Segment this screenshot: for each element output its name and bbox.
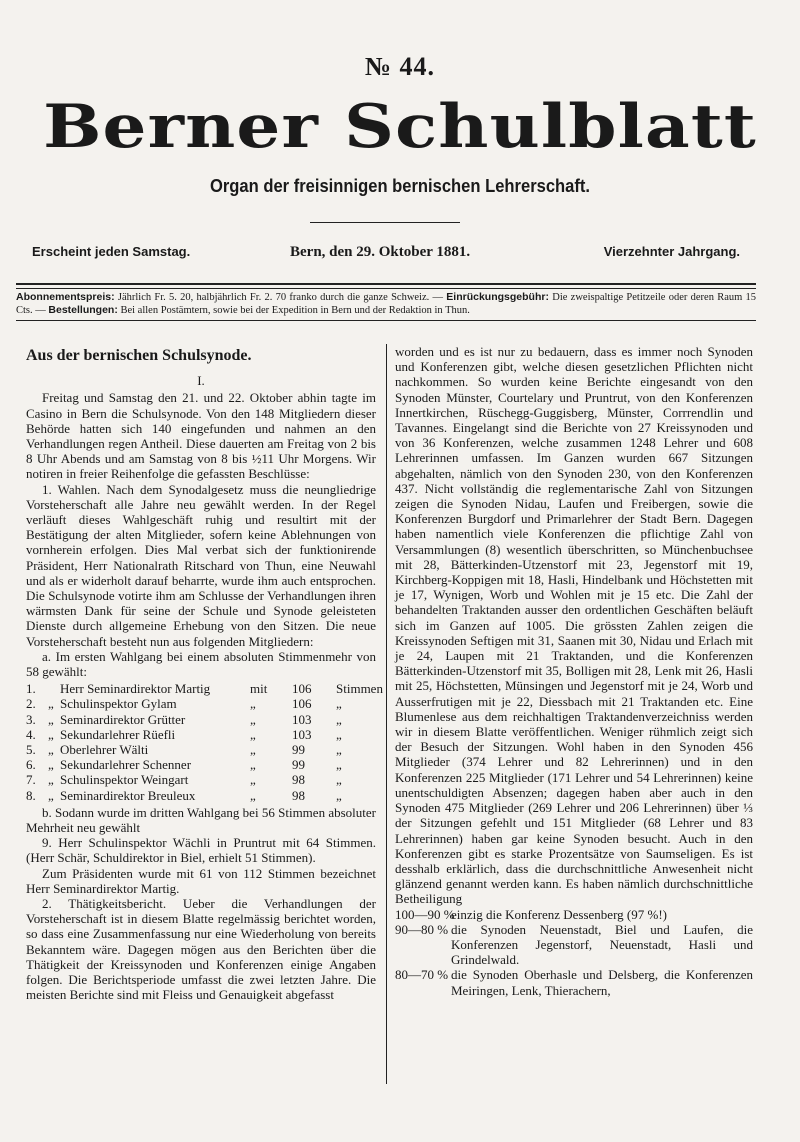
paragraph-activity-report: 2. Thätigkeitsbericht. Ueber die Verhandlungen der Vorsteherschaft ist in diesem Blatte regelmässig berichtet worden, so dass eine Zusammenfassung nur eine Wiederholung von bereits Bekanntem wäre. Dagegen mögen aus den Berichten über die Thätigkeit der Kreissynoden und Konferenzen einige Angaben folgen. Die Berichtsperiode umfasst die zwei letzten Jahre. Die meisten Berichte sind mit Fleiss und Genauigkeit abgefasst [26,895,376,1003]
header-rule-thin [16,288,756,289]
section-number: I. [197,373,205,389]
participation-row: 80—70 % die Synoden Oberhasle und Delsberg, die Konferenzen Meiringen, Lenk, Thierachern, [395,967,753,998]
order-label: Bestellungen: [48,304,118,316]
participation-row: 100—90 % einzig die Konferenz Dessenberg (97 %!) [395,906,667,922]
member-list [26,681,383,803]
short-divider [310,222,460,223]
price-text: Jährlich Fr. 5. 20, halbjährlich Fr. 2. 70 franko durch die ganze Schweiz. — [117,292,444,303]
paragraph-third-ballot: b. Sodann wurde im dritten Wahlgang bei 56 Stimmen absoluter Mehrheit neu gewählt [26,804,376,835]
insert-text: Die zweispaltige Petitzeile oder deren Raum 15 Cts. — [16,292,757,316]
member-row: 5. „ Oberlehrer Wälti „ 99 „ [26,742,342,758]
subscription-info [16,291,756,317]
place-date: Bern, den 29. Oktober 1881. [290,244,471,260]
member-row: 3. „ Seminardirektor Grütter „ 103 „ [26,711,342,727]
paragraph-reports: worden und es ist nur zu bedauern, dass es immer noch Synoden und Konferenzen gibt, welche diesen gesetzlichen Pflichten nicht nachkommen. So wurden keine Berichte eingesandt von den Synoden Münster, Courtelary und Pruntrut, von den Konferenzen Innertkirchen, Rüschegg-Guggisberg, Münster, Corrrendlin und Tavannes. Eingelangt sind die Berichte von 27 Kreissynoden und von 36 Konferenzen, welche zusammen 1248 Lehrer und 608 Lehrerinnen umfassen. Im Ganzen wurden 667 Sitzungen abgehalten, nämlich von den Synoden 230, von den Konferenzen 437. Nicht vollständig die reglementarische Zahl von Sitzungen zeigen die Synoden Nidau, Laufen und Freibergen, sowie die Konferenzen Burgdorf und Primarlehrer der Stadt Bern. Dagegen haben namentlich viele Konferenzen die pflichtige Zahl von Versammlungen (8) wesentlich überschritten, so Münchenbuchsee mit 28, Bätterkinden-Utzenstorf mit 23, Jegenstorf mit 19, Kirchberg-Koppigen mit 18, Hasli, Hindelbank und Höchstetten mit je 17, Wynigen, Worb und Wohlen mit je 15 etc. Die Zahl der behandelten Traktanden ausser den ordentlichen Geschäften beläuft sich im Ganzen auf 1005. Die grössten Zahlen zeigen die Kreissynoden Seftigen mit 31, Saanen mit 30, Nidau und Erlach mit je 24, Laupen mit 21 Traktanden, und die Konferenzen Bätterkinden-Utzenstorf mit 35, Bolligen mit 28, Lenk mit 26, Hasli mit 25, Höchstetten, Münsingen und Jegenstorf mit je 24, Worb und Ausserfrutigen mit je 22, Diessbach mit 21 Traktanden etc. Eine Blumenlese aus dem reichhaltigen Traktandenverzeichniss werden wir in diesem Blatte veröffentlichen. Weniger rühmlich zeigt sich der Besuch der Sitzungen. Wohl haben in den Synoden 456 Mitglieder (374 Lehrer und 82 Lehrerinnen) und in den Konferenzen 225 Mitglieder (171 Lehrer und 54 Lehrerinnen) keine unentschuldigten Absenzen; dagegen haben aber auch in den Synoden 475 Mitglieder (269 Lehrer und 206 Lehrerinnen) über ⅓ der Sitzungen gefehlt und 151 Mitglieder (68 Lehrer und 83 Lehrerinnen) haben gar keine Synoden besucht. Auch in den Konferenzen gibt es starke Prozentsätze von Saumseligen. Es ist desshalb erklärlich, dass die durchschnittliche Anwesenheit nicht glänzend genannt werden kann. Es haben nämlich durchschnittliche Betheiligung [395,344,753,907]
member-row: 4. „ Sekundarlehrer Rüefli „ 103 „ [26,726,342,742]
appears-note: Erscheint jeden Samstag. [32,244,191,259]
column-divider [386,344,387,1084]
paragraph-ninth-member: 9. Herr Schulinspektor Wächli in Pruntrut mit 64 Stimmen. (Herr Schär, Schuldirektor in Biel, erhielt 51 Stimmen). [26,835,376,866]
left-column [26,344,383,1003]
masthead-title: Berner Schulblatt [43,92,757,162]
paragraph-elections: 1. Wahlen. Nach dem Synodalgesetz muss die neungliedrige Vorsteherschaft alle Jahre neu gewählt werden. In der Regel verläuft dieses Wahlgeschäft ruhig und resultirt mit der Bestätigung der alten Mitglieder, sofern keine Ablehnungen von vornherein erfolgen. Dies Mal verbat sich der funktionirende Präsident, Herr Nationalrath Ritschard von Thun, eine Neuwahl und als er widerholt darauf beharrte, wurde ihm auch entsprochen. Die Schulsynode votirte ihm am Schlusse der Verhandlungen ihren wärmsten Dank für seine der Schule und Synode geleisteten Dienste durch allgemeine Erhebung von den Sitzen. Die neue Vorsteherschaft besteht nun aus folgenden Mitgliedern: [26,481,376,649]
volume-note: Vierzehnter Jahrgang. [603,244,740,259]
member-row: 1. Herr Seminardirektor Martig mit 106 Stimmen [26,681,383,697]
article-headline: Aus der bernischen Schulsynode. [26,347,252,364]
subscription-rule [16,320,756,321]
issue-number: № 44. [364,52,436,81]
participation-row: 90—80 % die Synoden Neuenstadt, Biel und Laufen, die Konferenzen Jegenstorf, Neuenstadt, Hasli und Grindelwald. [395,921,753,968]
price-label: Abonnementspreis: [16,291,115,303]
member-row: 2. „ Schulinspektor Gylam „ 106 „ [26,696,342,712]
member-row: 6. „ Sekundarlehrer Schenner „ 99 „ [26,757,342,773]
paragraph-first-ballot: a. Im ersten Wahlgang bei einem absoluten Stimmenmehr von 58 gewählt: [26,648,376,680]
member-row: 8. „ Seminardirektor Breuleux „ 98 „ [26,787,342,803]
paragraph-intro: Freitag und Samstag den 21. und 22. Oktober abhin tagte im Casino in Bern die Schulsynode. Von den 148 Mitgliedern dieser Behörde hatten sich 140 eingefunden und nahmen an den Verhandlungen regen Antheil. Diese dauerten am Freitag von 2 bis 8 Uhr Abends und am Samstag von 8 bis ½11 Uhr Morgens. Wir notiren in freier Reihenfolge die gefassten Beschlüsse: [26,390,376,482]
paragraph-president: Zum Präsidenten wurde mit 61 von 112 Stimmen bezeichnet Herr Seminardirektor Martig. [26,865,376,896]
insert-label: Einrückungsgebühr: [446,291,549,303]
member-row: 7. „ Schulinspektor Weingart „ 98 „ [26,772,342,788]
order-text: Bei allen Postämtern, sowie bei der Expedition in Bern und der Redaktion in Thun. [120,305,470,316]
header-rule-thick [16,283,756,285]
right-column [395,344,753,998]
masthead-subtitle: Organ der freisinnigen bernischen Lehrerschaft. [209,176,591,196]
